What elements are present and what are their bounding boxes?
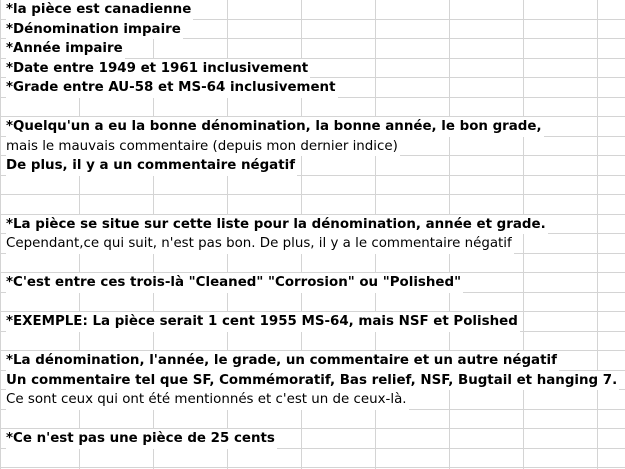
cell-text[interactable]: *Ce n'est pas une pièce de 25 cents xyxy=(6,429,277,449)
sheet-row[interactable] xyxy=(0,429,625,449)
sheet-row[interactable] xyxy=(0,176,625,196)
sheet-row[interactable] xyxy=(0,332,625,352)
cell-text[interactable]: *la pièce est canadienne xyxy=(6,0,193,20)
cell-text[interactable]: *EXEMPLE: La pièce serait 1 cent 1955 MS-64, mais NSF et Polished xyxy=(6,312,520,332)
cell-text[interactable]: Ce sont ceux qui ont été mentionnés et c'est un de ceux-là. xyxy=(6,390,409,410)
cell-text[interactable]: *Dénomination impaire xyxy=(6,20,183,40)
sheet-row[interactable] xyxy=(0,156,625,176)
sheet-row[interactable] xyxy=(0,234,625,254)
sheet-row[interactable] xyxy=(0,20,625,40)
sheet-row[interactable] xyxy=(0,137,625,157)
sheet-row[interactable] xyxy=(0,59,625,79)
sheet-row[interactable] xyxy=(0,0,625,20)
cell-text[interactable]: Cependant,ce qui suit, n'est pas bon. De plus, il y a le commentaire négatif xyxy=(6,234,514,254)
sheet-row[interactable] xyxy=(0,410,625,430)
sheet-row[interactable] xyxy=(0,254,625,274)
cell-text[interactable]: De plus, il y a un commentaire négatif xyxy=(6,156,297,176)
sheet-row[interactable] xyxy=(0,449,625,469)
sheet-row[interactable] xyxy=(0,215,625,235)
sheet-row[interactable] xyxy=(0,371,625,391)
sheet-row[interactable] xyxy=(0,39,625,59)
sheet-row[interactable] xyxy=(0,312,625,332)
cell-text[interactable]: *Année impaire xyxy=(6,39,125,59)
cell-text[interactable]: *Grade entre AU-58 et MS-64 inclusivement xyxy=(6,78,338,98)
cell-text[interactable]: *Quelqu'un a eu la bonne dénomination, la bonne année, le bon grade, xyxy=(6,117,544,137)
sheet-row[interactable] xyxy=(0,351,625,371)
sheet-row[interactable] xyxy=(0,98,625,118)
cell-text[interactable]: *C'est entre ces trois-là "Cleaned" "Corrosion" ou "Polished" xyxy=(6,273,463,293)
cell-text[interactable]: *Date entre 1949 et 1961 inclusivement xyxy=(6,59,310,79)
cell-text[interactable]: Un commentaire tel que SF, Commémoratif, Bas relief, NSF, Bugtail et hanging 7. xyxy=(6,371,619,391)
cell-text[interactable]: *La pièce se situe sur cette liste pour la dénomination, année et grade. xyxy=(6,215,548,235)
sheet-row[interactable] xyxy=(0,78,625,98)
sheet-row[interactable] xyxy=(0,117,625,137)
sheet-row[interactable] xyxy=(0,195,625,215)
sheet-row[interactable] xyxy=(0,390,625,410)
sheet-row[interactable] xyxy=(0,293,625,313)
sheet-row[interactable] xyxy=(0,273,625,293)
cell-text[interactable]: mais le mauvais commentaire (depuis mon dernier indice) xyxy=(6,137,400,157)
cell-text[interactable]: *La dénomination, l'année, le grade, un commentaire et un autre négatif xyxy=(6,351,559,371)
